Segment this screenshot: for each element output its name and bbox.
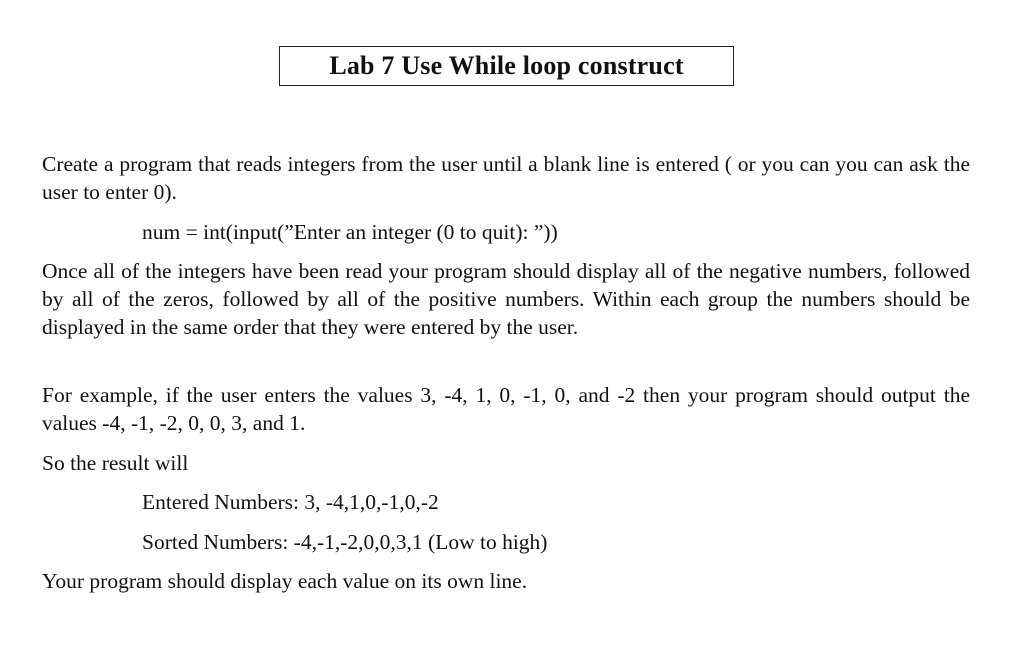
intro-paragraph: Create a program that reads integers from the user until a blank line is entered ( or you can you can ask the user to enter 0). [42, 152, 970, 204]
example-paragraph: For example, if the user enters the values 3, -4, 1, 0, -1, 0, and -2 then your program should output the values -4, -1, -2, 0, 0, 3, and 1. [42, 383, 970, 435]
instructions-paragraph: Once all of the integers have been read your program should display all of the negative numbers, followed by all of the zeros, followed by all of the positive numbers. Within each group the numbers should be displayed in the same order that they were entered by the user. [42, 259, 970, 339]
sorted-numbers-line: Sorted Numbers: -4,-1,-2,0,0,3,1 (Low to high) [142, 530, 548, 554]
result-intro-paragraph: So the result will [42, 451, 189, 475]
code-example-line: num = int(input(”Enter an integer (0 to quit): ”)) [142, 220, 558, 244]
entered-numbers-line: Entered Numbers: 3, -4,1,0,-1,0,-2 [142, 490, 439, 514]
closing-paragraph: Your program should display each value on its own line. [42, 569, 528, 593]
document-title: Lab 7 Use While loop construct [279, 46, 734, 86]
